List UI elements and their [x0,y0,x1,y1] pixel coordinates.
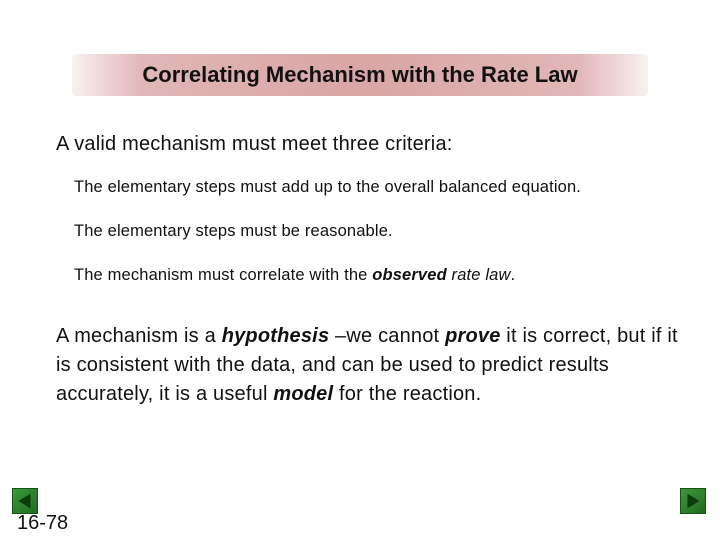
criteria-list [74,178,581,310]
criterion-text: The mechanism must correlate with the [74,266,373,284]
criterion-item [74,266,581,310]
triangle-right-icon [681,489,705,513]
emphasis-hypothesis: hypothesis [221,325,330,347]
emphasis-rate-law: rate law [451,266,511,284]
para-text: for the reaction. [333,383,482,405]
mechanism-paragraph [56,322,696,409]
title-bar [72,54,648,96]
criterion-item: The elementary steps must add up to the overall balanced equation. [74,178,582,196]
criterion-period: . [510,266,516,284]
slide-title: Correlating Mechanism with the Rate Law [142,62,578,87]
emphasis-model: model [273,383,334,405]
para-text: –we cannot [329,325,446,347]
slide-number: 16-78 [17,512,69,534]
triangle-left-icon [13,489,37,513]
next-slide-button[interactable] [680,488,706,514]
emphasis-observed: observed [372,266,447,284]
emphasis-prove: prove [445,325,501,347]
criterion-item: The elementary steps must be reasonable. [74,222,393,240]
para-text: it is correct, but if it is consistent with the data, and can be used to predict results accurately, it is a useful [56,325,678,405]
para-text: A mechanism is a [56,325,222,347]
previous-slide-button[interactable] [12,488,38,514]
intro-text: A valid mechanism must meet three criteria: [56,133,453,155]
